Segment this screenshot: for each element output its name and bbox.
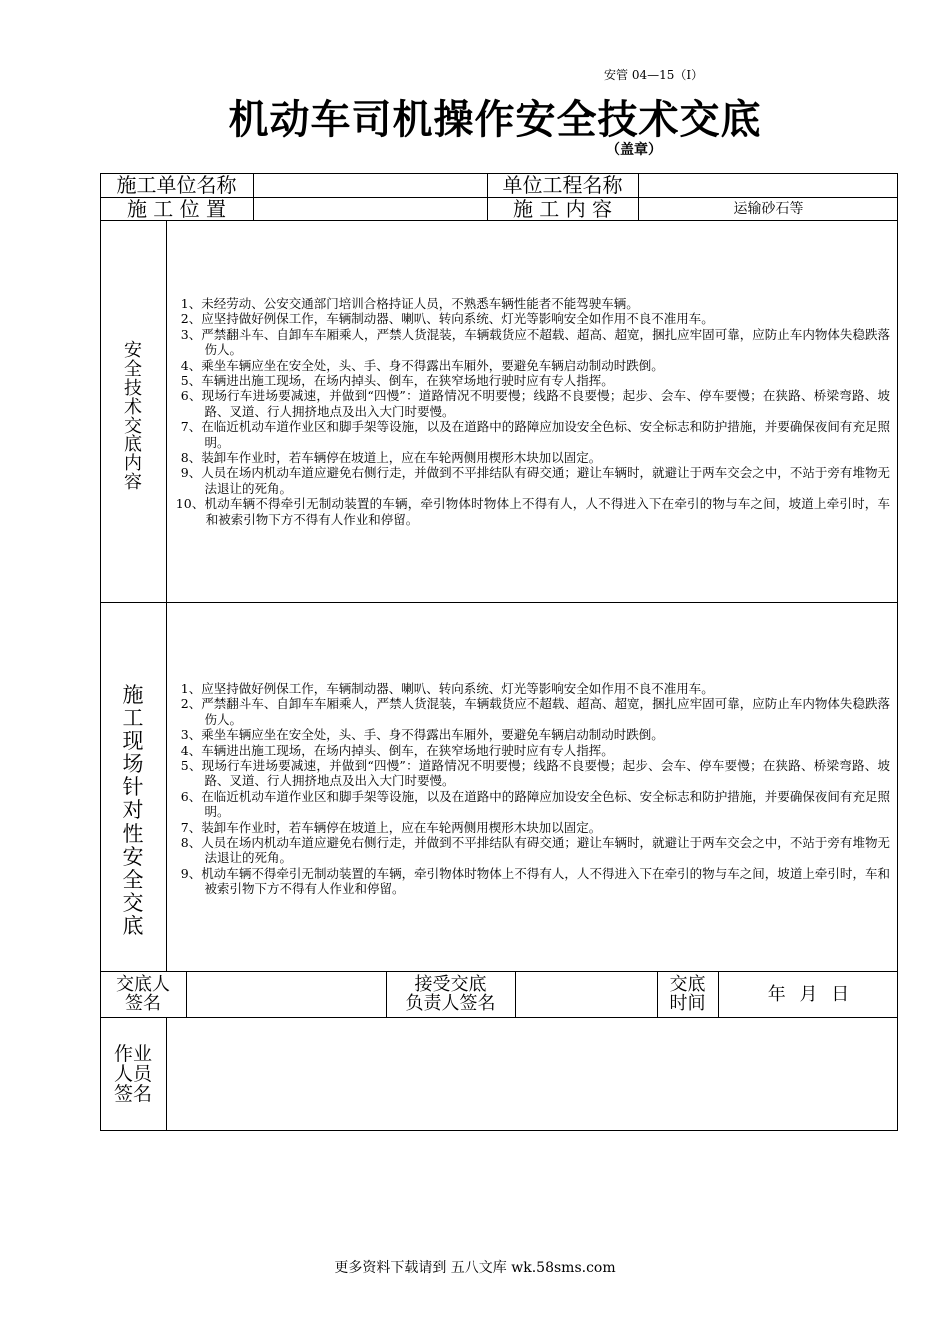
vertical-label-char: 全 [124,358,142,380]
disclosure-item: 4、乘坐车辆应坐在安全处，头、手、身不得露出车厢外，要避免车辆启动制动时跌倒。 [180,357,664,373]
disclosure-item: 8、装卸车作业时，若车辆停在坡道上，应在车轮两侧用楔形木块加以固定。 [180,450,602,466]
vertical-label-char: 底 [124,434,142,456]
vertical-label-char: 内 [124,453,142,475]
safety-disclosure-content [172,296,890,527]
workers-signature-field[interactable] [167,1018,898,1131]
vertical-label-char: 针 [122,775,144,800]
discloser-signature-field[interactable] [187,972,386,1017]
footer-note: 更多资料下载请到 五八文库 wk.58sms.com [334,1260,616,1276]
disclosure-item: 6、在临近机动车道作业区和脚手架等设施，以及在道路中的路障应加设安全色标、安全标志和防护措施，并要确保夜间有充足照明。 [180,788,890,820]
disclosure-item: 8、人员在场内机动车道应避免右侧行走，并做到不平排结队有碍交通；避让车辆时，就避让于两车交会之中，不站于旁有堆物无法退让的死角。 [180,835,890,866]
disclosure-item: 1、应坚持做好例保工作，车辆制动器、喇叭、转向系统、灯光等影响安全如作用不良不准用车。 [180,681,714,696]
site-specific-disclosure-label [121,684,145,938]
vertical-label-char: 工 [122,706,144,731]
vertical-label-char: 对 [122,798,144,823]
col-divider [166,220,167,971]
seal-note: （盖章） [606,142,662,158]
project-name-label: 单位工程名称 [502,173,623,197]
vertical-label-char: 现 [122,729,144,754]
vertical-label-char: 容 [124,472,142,494]
project-name-field[interactable] [639,173,898,197]
vertical-label-char: 安 [122,844,144,869]
page-title: 机动车司机操作安全技术交底 [228,97,762,143]
disclosure-date-field[interactable]: 年 月 日 [767,983,850,1005]
disclosure-item: 2、应坚持做好例保工作，车辆制动器、喇叭、转向系统、灯光等影响安全如作用不良不准用车。 [180,311,714,327]
disclosure-item: 7、装卸车作业时，若车辆停在坡道上，应在车轮两侧用楔形木块加以固定。 [180,819,602,835]
disclosure-item: 7、在临近机动车道作业区和脚手架等设施，以及在道路中的路障应加设安全色标、安全标志和防护措施，并要确保夜间有充足照明。 [180,419,890,450]
location-field[interactable] [254,197,487,220]
vertical-label-char: 性 [122,821,144,846]
document-code: 安管 04—15（I） [604,68,704,82]
unit-name-label: 施工单位名称 [116,173,237,197]
disclosure-item: 9、机动车辆不得牵引无制动装置的车辆，牵引物体时物体上不得有人，人不得进入下在牵引的物与车之间，坡道上牵引时，车和被索引物下方不得有人作业和停留。 [180,865,890,897]
discloser-signature-label: 交底人 签名 [116,974,170,1014]
vertical-label-char: 全 [122,867,144,892]
vertical-label-char: 技 [124,377,142,399]
vertical-label-char: 施 [122,683,144,707]
row-divider [100,602,898,603]
safety-disclosure-label [123,342,143,493]
content-label: 施 工 内 容 [512,196,613,221]
vertical-label-char: 底 [122,913,144,938]
disclosure-item: 3、严禁翻斗车、自卸车车厢乘人，严禁人货混装，车辆载货应不超载、超高、超宽，捆扎应牢固可靠，应防止车内物体失稳跌落伤人。 [180,326,890,358]
vertical-label-char: 安 [124,340,142,361]
receiver-signature-label: 接受交底 负责人签名 [405,974,496,1014]
disclosure-item: 3、乘坐车辆应坐在安全处，头、手、身不得露出车厢外，要避免车辆启动制动时跌倒。 [180,727,664,743]
receiver-signature-field[interactable] [516,972,657,1017]
disclosure-item: 2、严禁翻斗车、自卸车车厢乘人，严禁人货混装，车辆载货应不超载、超高、超宽，捆扎应牢固可靠，应防止车内物体失稳跌落伤人。 [180,696,890,727]
location-label: 施 工 位 置 [126,196,227,221]
disclosure-item: 5、车辆进出施工现场，在场内掉头、倒车，在狭窄场地行驶时应有专人指挥。 [180,373,614,389]
disclosure-item: 9、人员在场内机动车道应避免右侧行走，并做到不平排结队有碍交通；避让车辆时，就避让于两车交会之中，不站于旁有堆物无法退让的死角。 [180,465,890,496]
site-specific-disclosure-content [172,681,890,897]
disclosure-item: 10、机动车辆不得牵引无制动装置的车辆，牵引物体时物体上不得有人，人不得进入下在牵引的物与车之间，坡道上牵引时，车和被索引物下方不得有人作业和停留。 [175,496,890,527]
disclosure-time-label: 交底 时间 [669,974,706,1014]
vertical-label-char: 交 [124,415,142,437]
disclosure-item: 6、现场行车进场要减速，并做到“四慢”：道路情况不明要慢；线路不良要慢；起步、会车、停车要慢；在狭路、桥梁弯路、坡路、叉道、行人拥挤地点及出入大门时要慢。 [180,388,890,419]
disclosure-item: 1、未经劳动、公安交通部门培训合格持证人员，不熟悉车辆性能者不能驾驶车辆。 [180,296,639,311]
vertical-label-char: 术 [124,396,142,418]
vertical-label-char: 场 [122,752,144,777]
workers-signature-label: 作业 人员 签名 [113,1043,152,1105]
content-field[interactable]: 运输砂石等 [733,200,804,217]
disclosure-item: 5、现场行车进场要减速，并做到“四慢”：道路情况不明要慢；线路不良要慢；起步、会车、停车要慢；在狭路、桥梁弯路、坡路、叉道、行人拥挤地点及出入大门时要慢。 [180,758,890,789]
unit-name-field[interactable] [254,173,487,197]
vertical-label-char: 交 [122,890,144,915]
disclosure-item: 4、车辆进出施工现场，在场内掉头、倒车，在狭窄场地行驶时应有专人指挥。 [180,742,614,758]
